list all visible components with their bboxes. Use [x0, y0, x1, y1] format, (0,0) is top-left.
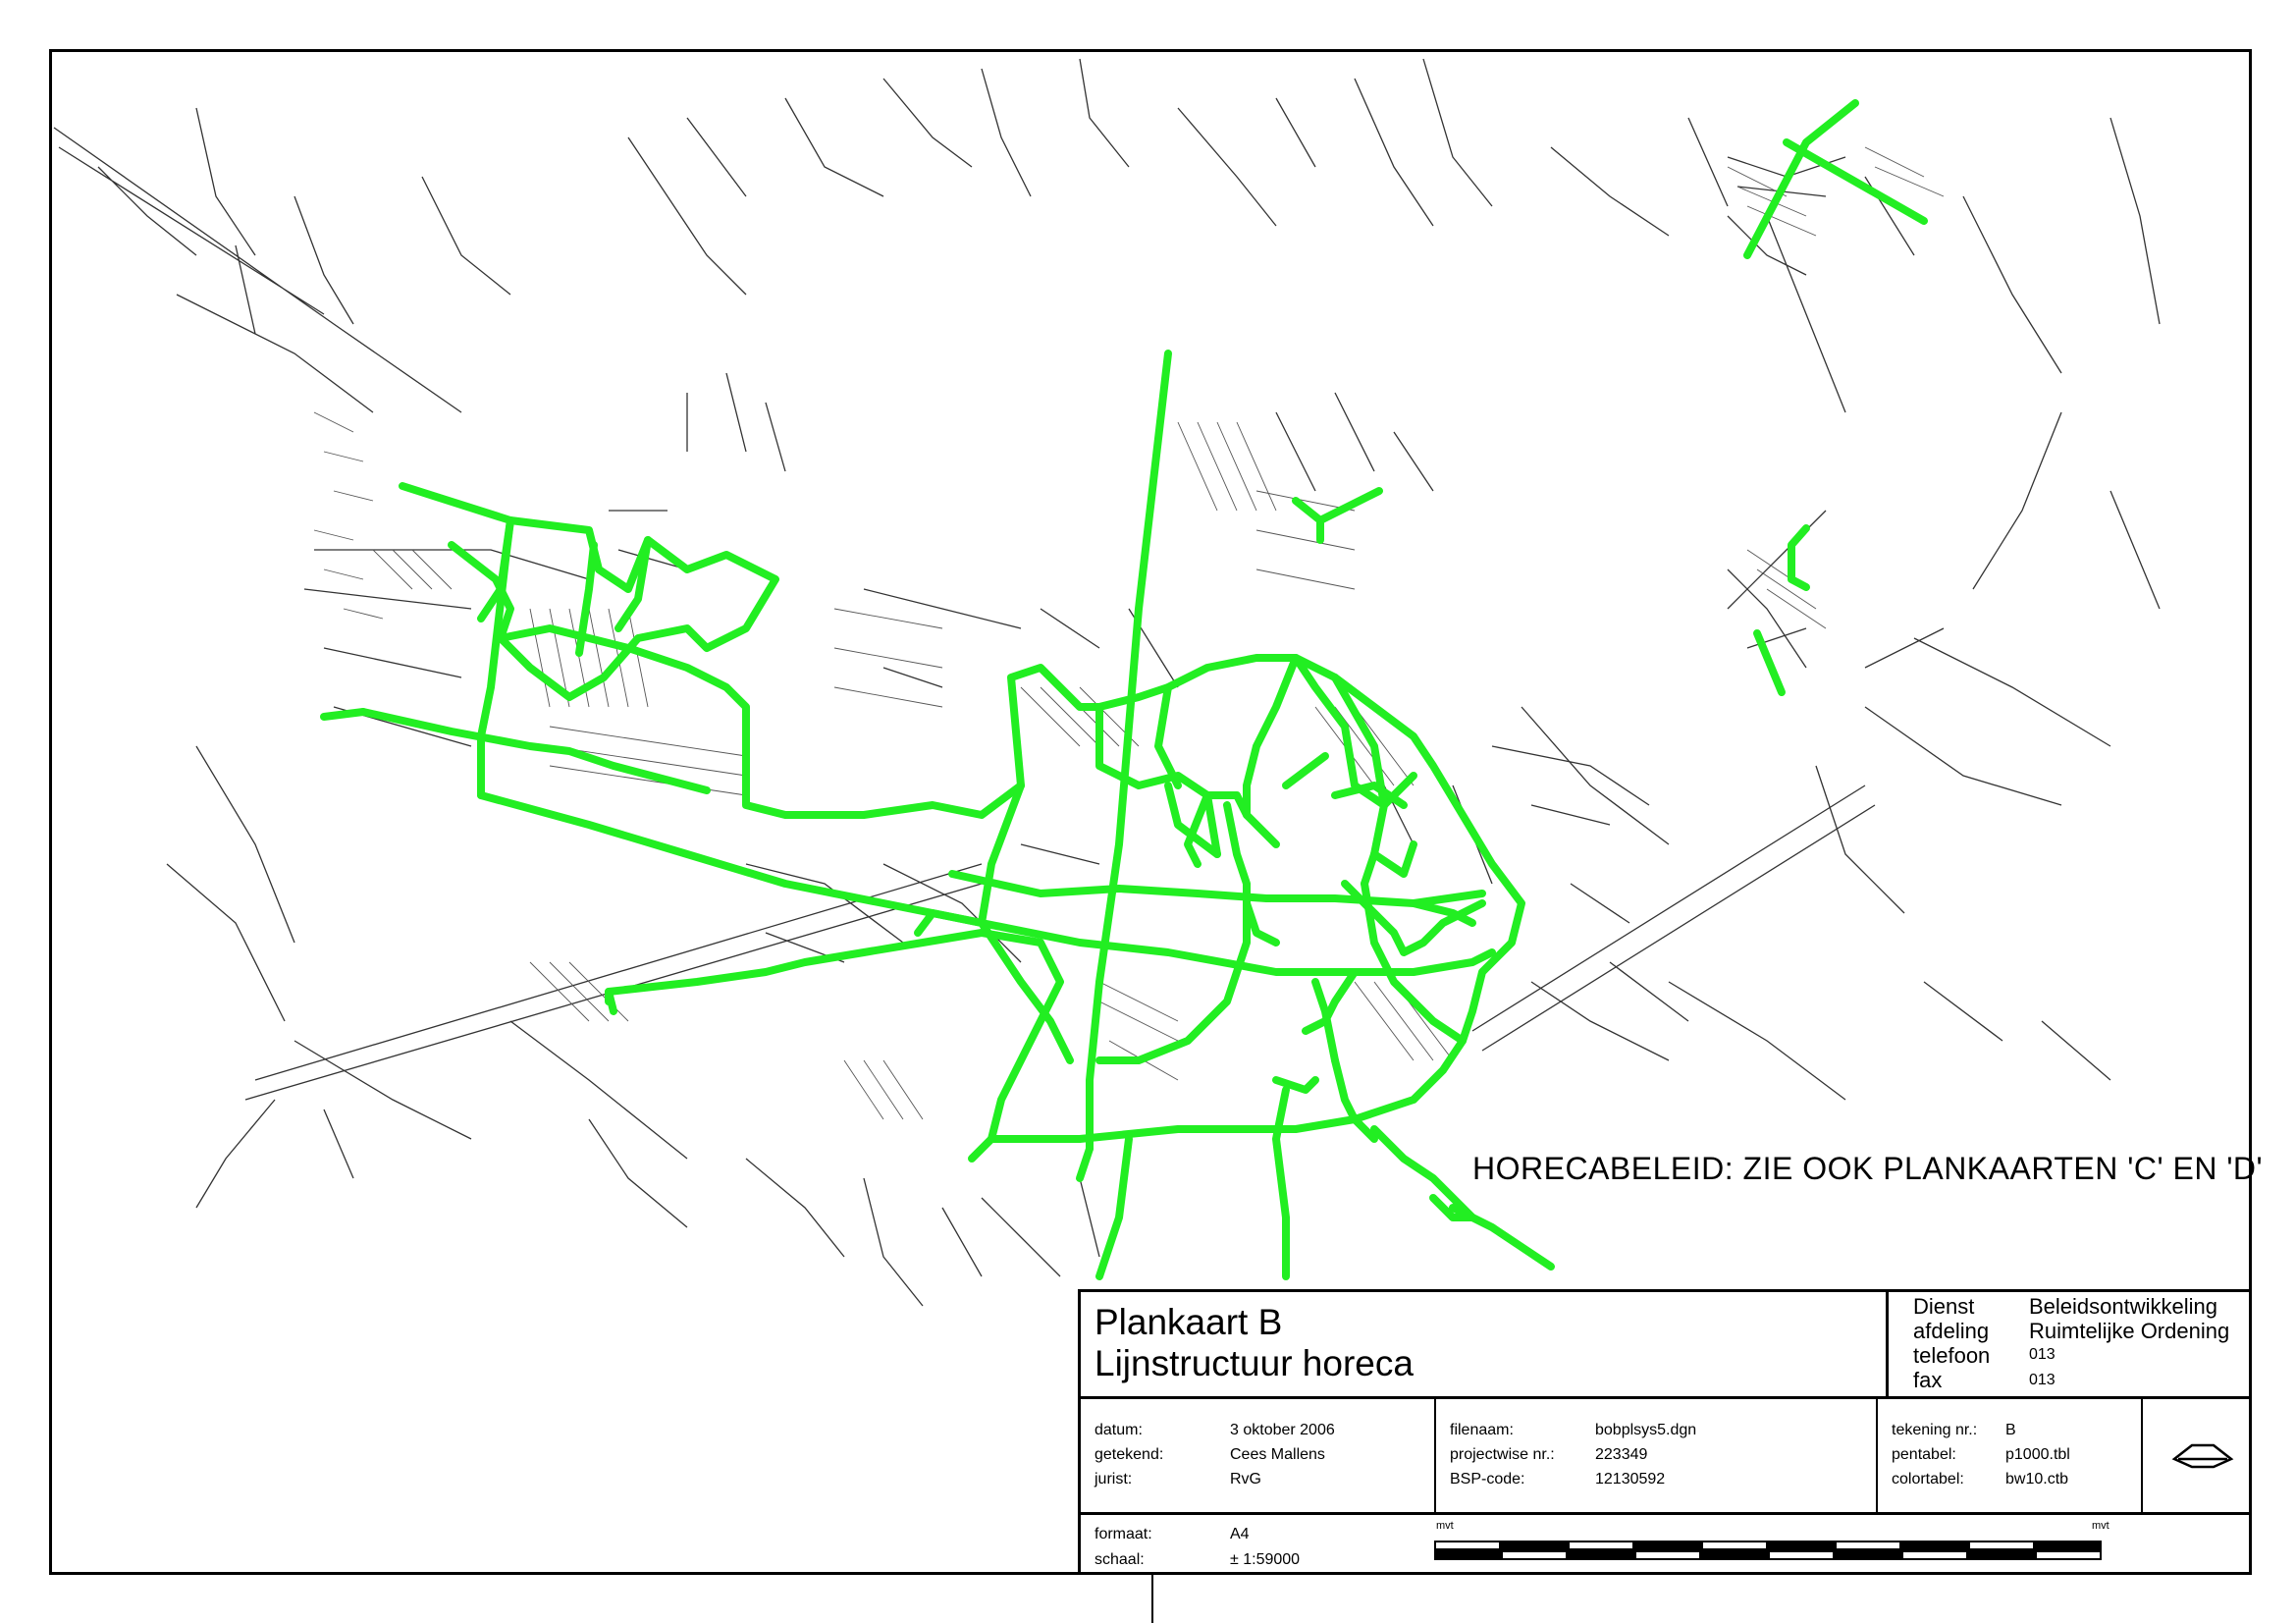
scalebar: [1434, 1541, 2102, 1560]
colortabel-value: bw10.ctb: [2005, 1471, 2069, 1488]
pentabel-label: pentabel:: [1892, 1446, 1956, 1463]
bsp-code-label: BSP-code:: [1450, 1471, 1525, 1488]
telefoon-value: 013: [2029, 1346, 2056, 1363]
tekening-nr-label: tekening nr.:: [1892, 1422, 1978, 1438]
map-title: Plankaart B: [1095, 1302, 1283, 1342]
scalebar-right-label: mvt: [2092, 1520, 2109, 1532]
pentabel-value: p1000.tbl: [2005, 1446, 2070, 1463]
bsp-code-value: 12130592: [1595, 1471, 1666, 1488]
municipal-logo-icon: [2168, 1437, 2237, 1477]
afdeling-value: Ruimtelijke Ordening: [2029, 1319, 2230, 1343]
dienst-value: Beleidsontwikkeling: [2029, 1294, 2217, 1319]
colortabel-label: colortabel:: [1892, 1471, 1964, 1488]
formaat-value: A4: [1230, 1526, 1250, 1542]
horeca-policy-callout: HORECABELEID: ZIE OOK PLANKAARTEN 'C' EN 'D': [1472, 1151, 2264, 1186]
dienst-label: Dienst: [1913, 1294, 1975, 1319]
filenaam-value: bobplsys5.dgn: [1595, 1422, 1697, 1438]
schaal-label: schaal:: [1095, 1551, 1145, 1568]
base-road-network: [54, 59, 2160, 1306]
projectwise-label: projectwise nr.:: [1450, 1446, 1555, 1463]
filenaam-label: filenaam:: [1450, 1422, 1514, 1438]
getekend-label: getekend:: [1095, 1446, 1164, 1463]
fax-value: 013: [2029, 1372, 2056, 1388]
fax-label: fax: [1913, 1368, 1943, 1392]
scalebar-left-label: mvt: [1436, 1520, 1454, 1532]
jurist-label: jurist:: [1095, 1471, 1133, 1488]
afdeling-label: afdeling: [1913, 1319, 1990, 1343]
telefoon-label: telefoon: [1913, 1343, 1991, 1368]
frame-center-tick: [1151, 1575, 1153, 1623]
jurist-value: RvG: [1230, 1471, 1261, 1488]
projectwise-value: 223349: [1595, 1446, 1648, 1463]
horeca-line-structure: [324, 103, 1924, 1276]
schaal-value: ± 1:59000: [1230, 1551, 1301, 1568]
formaat-label: formaat:: [1095, 1526, 1152, 1542]
datum-label: datum:: [1095, 1422, 1143, 1438]
getekend-value: Cees Mallens: [1230, 1446, 1325, 1463]
map-subtitle: Lijnstructuur horeca: [1095, 1343, 1414, 1383]
tekening-nr-value: B: [2005, 1422, 2016, 1438]
datum-value: 3 oktober 2006: [1230, 1422, 1335, 1438]
title-block: [1078, 1289, 2252, 1575]
